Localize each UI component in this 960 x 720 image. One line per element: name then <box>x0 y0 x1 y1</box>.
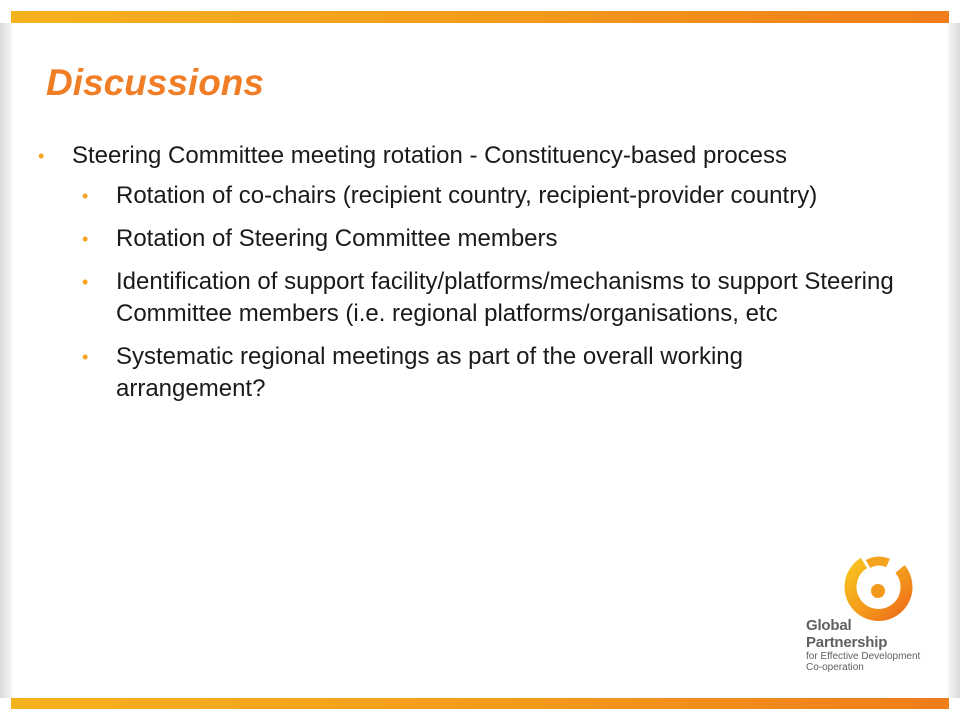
bottom-accent-bar <box>11 698 949 709</box>
top-accent-bar <box>11 11 949 23</box>
sub-bullet-item <box>82 223 898 255</box>
logo-ring-icon <box>838 555 918 621</box>
bullet-list <box>38 140 898 416</box>
bullet-dot-icon: • <box>38 146 45 166</box>
sub-bullet-item <box>82 180 898 212</box>
logo-line-2: Partnership <box>806 634 888 651</box>
bullet-text: Systematic regional meetings as part of the overall working arrangement? <box>116 343 743 402</box>
right-shadow <box>948 23 960 698</box>
bullet-dot-icon: • <box>82 347 89 367</box>
sub-bullet-item <box>82 341 898 405</box>
global-partnership-logo <box>800 555 940 685</box>
bullet-text: Rotation of Steering Committee members <box>116 225 558 252</box>
sub-bullet-item <box>82 266 898 330</box>
left-shadow <box>0 23 12 698</box>
bullet-item <box>38 140 898 172</box>
logo-text <box>806 617 920 673</box>
bullet-dot-icon: • <box>82 272 89 292</box>
slide-title: Discussions <box>46 62 264 103</box>
logo-line-1: Global <box>806 617 852 634</box>
bullet-dot-icon: • <box>82 186 89 206</box>
bullet-dot-icon: • <box>82 229 89 249</box>
logo-line-3: for Effective Development <box>806 651 921 662</box>
bullet-text: Identification of support facility/platforms/mechanisms to support Steering Committee members (i.e. regional platforms/organisations, etc <box>116 268 894 327</box>
bullet-text: Rotation of co-chairs (recipient country, recipient-provider country) <box>116 182 818 209</box>
bullet-text: Steering Committee meeting rotation - Constituency-based process <box>72 142 788 169</box>
logo-line-4: Co-operation <box>806 662 864 673</box>
